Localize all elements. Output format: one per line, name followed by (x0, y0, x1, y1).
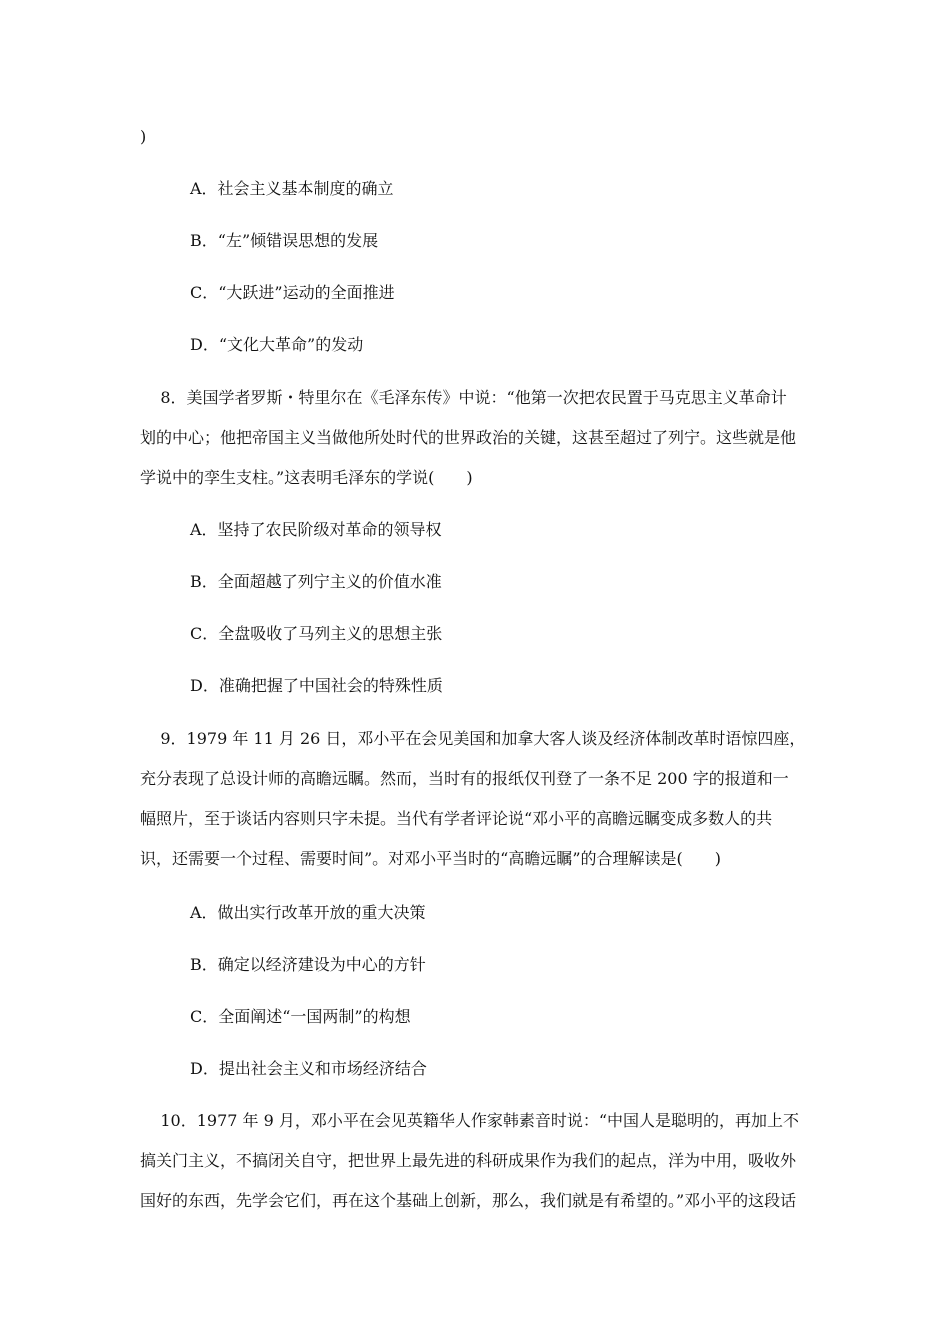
q8-stem-line-1: 8．美国学者罗斯・特里尔在《毛泽东传》中说：“他第一次把农民置于马克思主义革命计 (140, 388, 787, 407)
q10-stem-line-3: 国好的东西，先学会它们，再在这个基础上创新，那么，我们就是有希望的。”邓小平的这段话 (140, 1191, 797, 1210)
q9-stem-line-1: 9．1979 年 11 月 26 日，邓小平在会见美国和加拿大客人谈及经济体制改革时语惊四座， (140, 729, 806, 748)
q9-stem-line-3: 幅照片，至于谈话内容则只字未提。当代有学者评论说“邓小平的高瞻远瞩变成多数人的共 (140, 809, 773, 828)
q7-option-b: B．“左”倾错误思想的发展 (190, 231, 379, 250)
q8-stem-line-3: 学说中的孪生支柱。”这表明毛泽东的学说( ) (140, 468, 473, 487)
q8-option-c: C．全盘吸收了马列主义的思想主张 (190, 624, 443, 643)
q9-stem-line-2: 充分表现了总设计师的高瞻远瞩。然而，当时有的报纸仅刊登了一条不足 200 字的报道和一 (140, 769, 789, 788)
q9-option-a: A．做出实行改革开放的重大决策 (190, 903, 426, 922)
q7-option-c: C．“大跃进”运动的全面推进 (190, 283, 395, 302)
q8-stem-line-2: 划的中心；他把帝国主义当做他所处时代的世界政治的关键，这甚至超过了列宁。这些就是他 (140, 428, 797, 447)
q8-option-a: A．坚持了农民阶级对革命的领导权 (190, 520, 442, 539)
q9-option-c: C．全面阐述“一国两制”的构想 (190, 1007, 411, 1026)
q9-option-b: B．确定以经济建设为中心的方针 (190, 955, 426, 974)
q10-stem-line-1: 10．1977 年 9 月，邓小平在会见英籍华人作家韩素音时说：“中国人是聪明的，再加上不 (140, 1111, 800, 1130)
q7-option-d: D．“文化大革命”的发动 (190, 335, 364, 354)
q7-option-a: A．社会主义基本制度的确立 (190, 179, 394, 198)
q9-option-d: D．提出社会主义和市场经济结合 (190, 1059, 427, 1078)
q8-option-d: D．准确把握了中国社会的特殊性质 (190, 676, 443, 695)
q8-option-b: B．全面超越了列宁主义的价值水准 (190, 572, 442, 591)
q10-stem-line-2: 搞关门主义，不搞闭关自守，把世界上最先进的科研成果作为我们的起点，洋为中用，吸收外 (140, 1151, 797, 1170)
q9-stem-line-4: 识，还需要一个过程、需要时间”。对邓小平当时的“高瞻远瞩”的合理解读是( ) (140, 849, 722, 868)
q7-stem-tail: ) (140, 127, 147, 146)
